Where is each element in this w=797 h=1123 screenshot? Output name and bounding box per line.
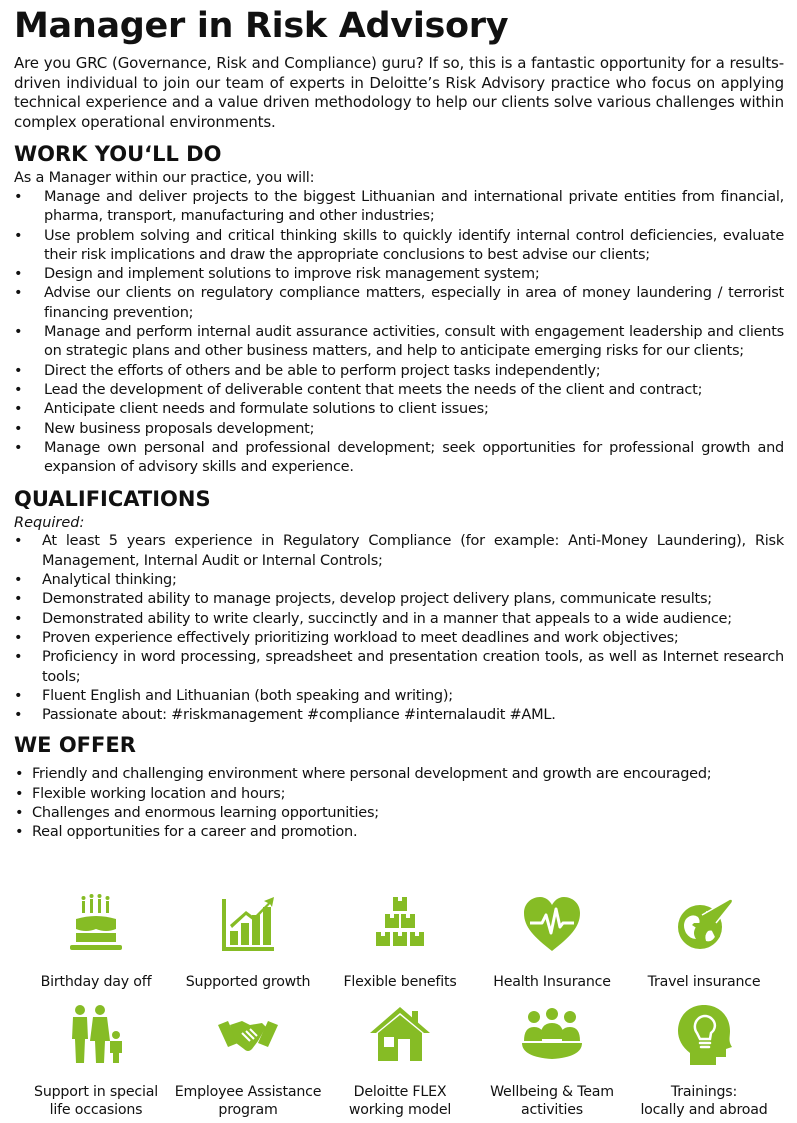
benefit-wellbeing: [476, 1003, 628, 1119]
benefit-label: Travel insurance: [647, 974, 761, 990]
benefit-assistance: [172, 1003, 324, 1119]
job-posting: [14, 0, 784, 847]
benefit-special-occasions: [20, 1003, 172, 1119]
benefit-label: Health Insurance: [493, 974, 611, 990]
list-item: • Advise our clients on regulatory compliance matters, especially in area of money laundering / terrorist financing prevention;: [14, 284, 784, 323]
house-icon: [368, 1003, 432, 1067]
list-item: • Fluent English and Lithuanian (both speaking and writing);: [14, 687, 784, 706]
list-item: • Manage own personal and professional development; seek opportunities for professional growth and expansion of advisory skills and experience.: [14, 439, 784, 478]
benefit-flexible: [324, 893, 476, 991]
globe-plane-icon: [672, 893, 736, 957]
benefit-label: Employee Assistance program: [174, 1084, 322, 1118]
head-lightbulb-icon: [672, 1003, 736, 1067]
list-item: • Friendly and challenging environment where personal development and growth are encouraged;: [14, 765, 784, 784]
list-item: • Lead the development of deliverable content that meets the needs of the client and contract;: [14, 381, 784, 400]
list-item: • Passionate about: #riskmanagement #compliance #internalaudit #AML.: [14, 706, 784, 725]
qualifications-section: [14, 485, 784, 725]
list-item: • Manage and deliver projects to the biggest Lithuanian and international private entities from financial, pharma, transport, manufacturing and other industries;: [14, 188, 784, 227]
list-item: • Manage and perform internal audit assurance activities, consult with engagement leadership and clients on strategic plans and other business matters, and help to anticipate emerging risks for our clients;: [14, 323, 784, 362]
list-item: • Proficiency in word processing, spreadsheet and presentation creation tools, as well as Internet research tools;: [14, 648, 784, 687]
benefit-trainings: [628, 1003, 780, 1119]
offer-section: [14, 731, 784, 842]
page-title: Manager in Risk Advisory: [14, 6, 509, 46]
team-icon: [520, 1003, 584, 1067]
list-item: • Anticipate client needs and formulate solutions to client issues;: [14, 400, 784, 419]
benefit-label: Trainings: locally and abroad: [640, 1084, 768, 1118]
handshake-icon: [216, 1003, 280, 1067]
list-item: • Direct the efforts of others and be able to perform project tasks independently;: [14, 362, 784, 381]
offer-list: [14, 765, 784, 842]
benefit-label: Wellbeing & Team activities: [490, 1084, 614, 1118]
stacked-boxes-icon: [368, 893, 432, 957]
list-item: • Real opportunities for a career and promotion.: [14, 823, 784, 842]
work-heading: WORK YOU‘LL DO: [14, 142, 222, 166]
benefit-birthday: [20, 893, 172, 991]
benefit-health: [476, 893, 628, 991]
list-item: • Challenges and enormous learning opportunities;: [14, 804, 784, 823]
list-item: • Proven experience effectively prioritizing workload to meet deadlines and work objectives;: [14, 629, 784, 648]
benefit-label: Supported growth: [185, 974, 311, 990]
benefit-travel: [628, 893, 780, 991]
list-item: • Design and implement solutions to improve risk management system;: [14, 265, 784, 284]
benefits-grid: [20, 893, 780, 1119]
growth-chart-icon: [216, 893, 280, 957]
work-section: [14, 140, 784, 477]
list-item: • Use problem solving and critical thinking skills to quickly identify internal control deficiencies, evaluate their risk implications and draw the appropriate conclusions to best advise our clients;: [14, 227, 784, 266]
work-list: [14, 188, 784, 477]
benefit-label: Flexible benefits: [343, 974, 457, 990]
benefit-growth: [172, 893, 324, 991]
benefit-label: Birthday day off: [40, 974, 152, 990]
heart-pulse-icon: [520, 893, 584, 957]
qualifications-list: [14, 532, 784, 725]
birthday-cake-icon: [64, 893, 128, 957]
offer-heading: WE OFFER: [14, 733, 136, 758]
list-item: • At least 5 years experience in Regulatory Compliance (for example: Anti-Money Laundering), Risk Management, Internal Audit or Internal Controls;: [14, 532, 784, 571]
list-item: • Flexible working location and hours;: [14, 785, 784, 804]
benefit-label: Support in special life occasions: [34, 1084, 158, 1118]
intro-paragraph: Are you GRC (Governance, Risk and Compliance) guru? If so, this is a fantastic opportunity for a results-driven individual to join our team of experts in Deloitte’s Risk Advisory practice who focus on applying technical experience and a value driven methodology to help our clients solve various challenges within complex operational environments.: [14, 54, 784, 131]
list-item: • Demonstrated ability to manage projects, develop project delivery plans, communicate results;: [14, 590, 784, 609]
required-label: Required:: [14, 515, 85, 532]
list-item: • Demonstrated ability to write clearly, succinctly and in a manner that appeals to a wide audience;: [14, 610, 784, 629]
list-item: • Analytical thinking;: [14, 571, 784, 590]
benefit-flex-model: [324, 1003, 476, 1119]
work-lead: As a Manager within our practice, you will:: [14, 170, 315, 186]
qualifications-heading: QUALIFICATIONS: [14, 487, 211, 512]
benefit-label: Deloitte FLEX working model: [348, 1084, 452, 1118]
family-icon: [64, 1003, 128, 1067]
list-item: • New business proposals development;: [14, 420, 784, 439]
